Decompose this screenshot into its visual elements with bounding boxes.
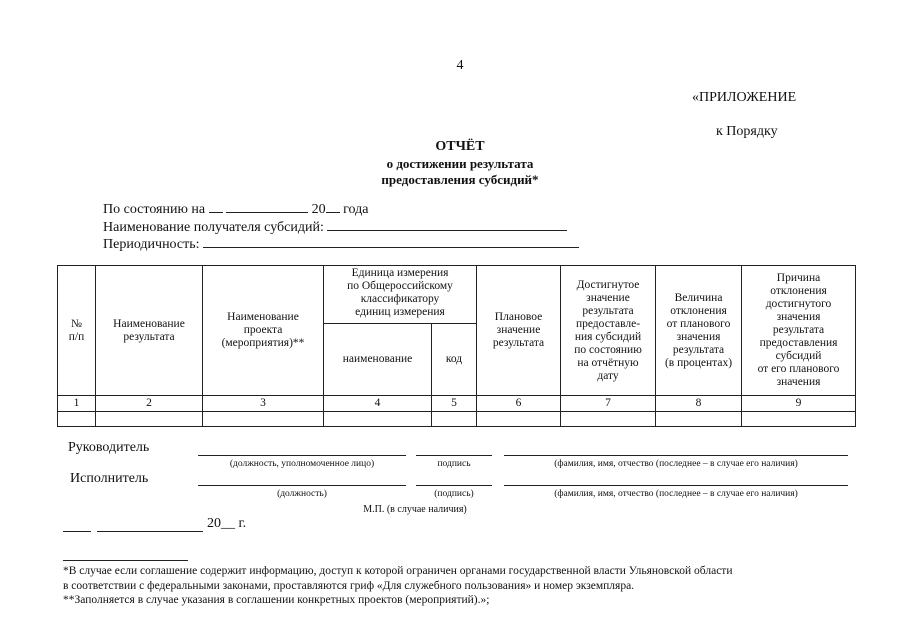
report-subtitle [310,156,610,188]
footnote-rule [63,560,188,561]
header-text: п/п [68,330,85,343]
header-text: проекта [243,324,283,336]
header-text: предоставления [759,337,838,349]
date-day-line [63,531,91,532]
column-number: 9 [742,396,856,412]
head-position-line [198,455,406,456]
header-text: от планового [666,317,731,330]
header-text: № [71,317,82,330]
header-text: субсидий [775,350,822,362]
empty-cell [432,412,477,427]
header-text: значения [776,311,821,323]
header-text: результата [582,304,634,317]
header-cell-achieved-value [561,266,656,396]
empty-data-row [58,412,856,427]
header-cell-unit-name: наименование [324,324,432,396]
header-cell-result-name [96,266,203,396]
empty-cell [561,412,656,427]
header-text: Причина [776,272,821,284]
header-text: (мероприятия)** [221,337,305,349]
header-text: достигнутого [765,298,832,310]
exec-position-line [198,485,406,486]
header-text: результата [492,337,545,349]
header-text: ния субсидий [574,330,642,343]
header-row-top [58,266,856,324]
empty-cell [324,412,432,427]
header-text: отклонения [770,285,827,297]
empty-cell [477,412,561,427]
header-text: предоставле- [575,317,641,330]
head-name-line [504,455,848,456]
header-cell-unit-group [324,266,477,324]
header-text: результата [123,330,175,343]
exec-position-caption: (должность) [277,489,327,499]
recipient-label: Наименование получателя субсидий: [103,220,324,235]
header-text: Достигнутое [576,278,640,291]
column-number: 2 [96,396,203,412]
header-cell-project-name [203,266,324,396]
column-number: 3 [203,396,324,412]
as-of-year: 20 [311,202,326,217]
header-text: результата [672,343,725,356]
header-text: на отчётную [577,356,639,369]
periodicity-field [103,236,579,253]
report-table [57,265,856,427]
as-of-prefix: По состоянию на [103,202,206,217]
executor-label: Исполнитель [70,471,149,486]
page-number: 4 [456,58,464,73]
footnote-line-2: в соответствии с федеральными законами, проставляются гриф «Для служебного пользования» и номер экземпляра. [63,580,635,592]
subtitle-line-1: о достижении результата [386,156,534,171]
column-number: 4 [324,396,432,412]
exec-name-caption: (фамилия, имя, отчество (последнее – в случае его наличия) [554,489,798,499]
as-of-year-blank [326,201,340,213]
empty-cell [58,412,96,427]
head-name-caption: (фамилия, имя, отчество (последнее – в случае его наличия) [554,459,798,469]
header-text: Наименование [227,311,299,323]
header-text: значение [586,291,630,304]
column-number: 7 [561,396,656,412]
column-number-row [58,396,856,412]
column-number: 1 [58,396,96,412]
to-order-label: к Порядку [716,124,778,139]
header-cell-plan-value [477,266,561,396]
column-number: 5 [432,396,477,412]
footnote-line-1: *В случае если соглашение содержит информацию, доступ к которой ограничен органами государственной власти Ульяновской области [63,565,733,577]
recipient-blank [327,219,567,231]
empty-cell [656,412,742,427]
header-text: по Общероссийскому [347,280,453,292]
exec-name-line [504,485,848,486]
exec-sign-caption: (подпись) [434,489,474,499]
periodicity-label: Периодичность: [103,237,200,252]
header-text: Плановое [494,311,543,323]
header-text: значения [776,376,821,388]
as-of-month-blank [226,201,308,213]
as-of-field [103,201,368,218]
footnote-line-3: **Заполняется в случае указания в соглашении конкретных проектов (мероприятий).»; [63,594,490,606]
subtitle-line-2: предоставления субсидий* [381,172,539,187]
appendix-label: «ПРИЛОЖЕНИЕ [692,90,797,105]
header-cell-number [58,266,96,396]
header-text: значения [676,330,721,343]
date-year-text: 20__ г. [207,516,247,531]
stamp-caption: М.П. (в случае наличия) [363,504,467,515]
header-text: результата [772,324,825,336]
as-of-day-blank [209,201,223,213]
header-text: по состоянию [574,343,642,356]
exec-sign-line [416,485,492,486]
head-sign-caption: подпись [437,459,471,469]
head-label: Руководитель [68,440,150,455]
date-month-line [97,531,203,532]
header-cell-unit-code: код [432,324,477,396]
header-cell-deviation-reason [742,266,856,396]
column-number: 8 [656,396,742,412]
report-title: ОТЧЁТ [435,139,485,154]
recipient-field [103,219,567,236]
head-sign-line [416,455,492,456]
header-text: отклонения [670,304,727,317]
empty-cell [742,412,856,427]
header-text: (в процентах) [664,356,733,369]
periodicity-blank [203,236,579,248]
header-text: Величина [674,291,723,304]
column-number: 6 [477,396,561,412]
header-text: единиц измерения [355,306,445,318]
header-text: Единица измерения [351,267,449,279]
as-of-suffix: года [343,202,369,217]
empty-cell [96,412,203,427]
header-text: Наименование [113,317,185,330]
empty-cell [203,412,324,427]
header-text: от его планового [757,363,840,375]
header-cell-deviation [656,266,742,396]
header-text: значение [496,324,541,336]
head-position-caption: (должность, уполномоченное лицо) [229,459,375,469]
header-text: классификатору [360,293,440,305]
header-text: дату [597,369,619,382]
